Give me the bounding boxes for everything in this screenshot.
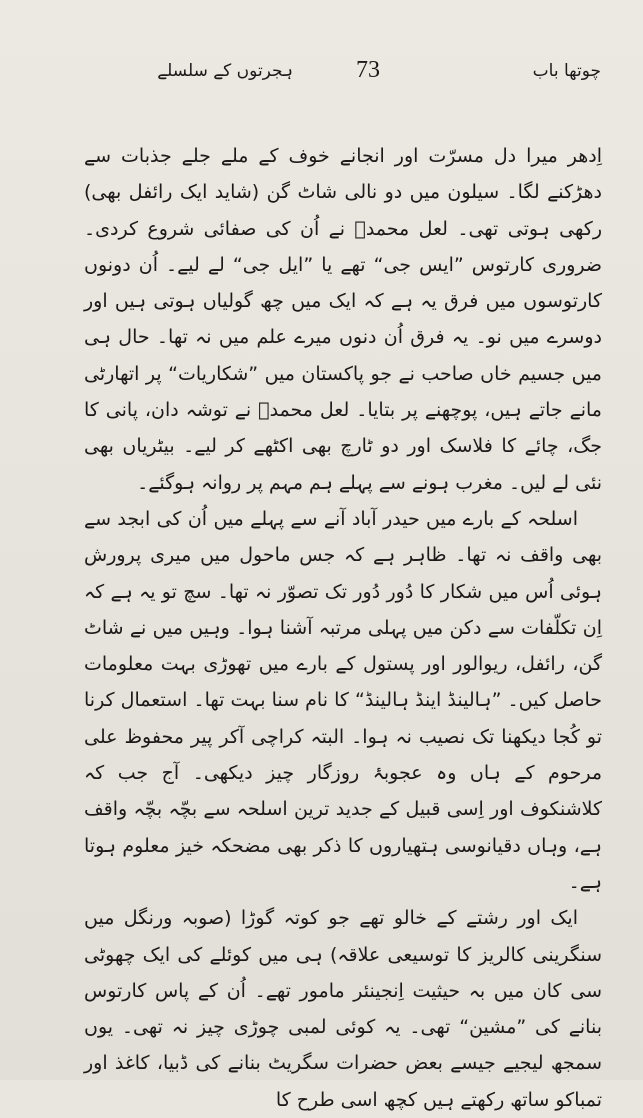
paragraph: ایک اور رشتے کے خالو تھے جو کوتہ گوڑا (صوبہ ورنگل میں سنگرینی کالریز کا توسیعی علاقہ) ہی میں کوئلے کی ایک چھوٹی سی کان میں بہ حیثیت اِنجینئر مامور تھے۔ اُن کے پاس کارتوس بنانے کی ”مشین“ تھی۔ یہ کوئی لمبی چوڑی چیز نہ تھی۔ یوں سمجھ لیجیے جیسے بعض حضرات سگریٹ بنانے کی ڈبیا، کاغذ اور تمباکو ساتھ رکھتے ہیں کچھ اسی طرح کا (84, 907, 602, 1111)
paragraph: اِدھر میرا دل مسرّت اور انجانے خوف کے ملے جلے جذبات سے دھڑکنے لگا۔ سیلون میں دو نالی شاٹ گن (شاید ایک رائفل بھی) رکھی ہوتی تھی۔ لعل محمدؐ نے اُن کی صفائی شروع کردی۔ ضروری کارتوس ”ایس جی“ تھے یا ”ایل جی“ لے لیے۔ اُن دونوں کارتوسوں میں فرق یہ ہے کہ ایک میں چھ گولیاں ہوتی ہیں اور دوسرے میں نو۔ یہ فرق اُن دنوں میرے علم میں نہ تھا۔ حال ہی میں جسیم خاں صاحب نے جو پاکستان میں ”شکاریات“ پر اتھارٹی مانے جاتے ہیں، پوچھنے پر بتایا۔ لعل محمدؐ نے توشہ دان، پانی کا جگ، چائے کا فلاسک اور دو ٹارچ بھی اکٹھے کر لیے۔ بیٹریاں بھی نئی لے لیں۔ مغرب ہونے سے پہلے ہم مہم پر روانہ ہوگئے۔ (84, 145, 602, 494)
chapter-title: چوتھا باب (532, 61, 601, 81)
body-text (84, 138, 602, 1118)
page-header (88, 54, 601, 94)
running-title: ہجرتوں کے سلسلے (157, 61, 293, 81)
paragraph: اسلحہ کے بارے میں حیدر آباد آنے سے پہلے میں اُن کی ابجد سے بھی واقف نہ تھا۔ ظاہر ہے کہ جس ماحول میں میری پرورش ہوئی اُس میں شکار کا دُور دُور تک تصوّر نہ تھا۔ سچ تو یہ ہے کہ اِن تکلّفات سے دکن میں پہلی مرتبہ آشنا ہوا۔ وہیں میں نے شاٹ گن، رائفل، ریوالور اور پستول کے بارے میں تھوڑی بہت معلومات حاصل کیں۔ ”ہالینڈ اینڈ ہالینڈ“ کا نام سنا بہت تھا۔ استعمال کرنا تو کُجا دیکھنا تک نصیب نہ ہوا۔ البتہ کراچی آکر پیر محفوظ علی مرحوم کے ہاں وہ عجوبۂ روزگار چیز دیکھی۔ آج جب کہ کلاشنکوف اور اِسی قبیل کے جدید ترین اسلحہ سے بچّہ بچّہ واقف ہے، وہاں دقیانوسی ہتھیاروں کا ذکر بھی مضحکہ خیز معلوم ہوتا ہے۔ (84, 507, 602, 893)
page-number: 73 (356, 57, 380, 83)
